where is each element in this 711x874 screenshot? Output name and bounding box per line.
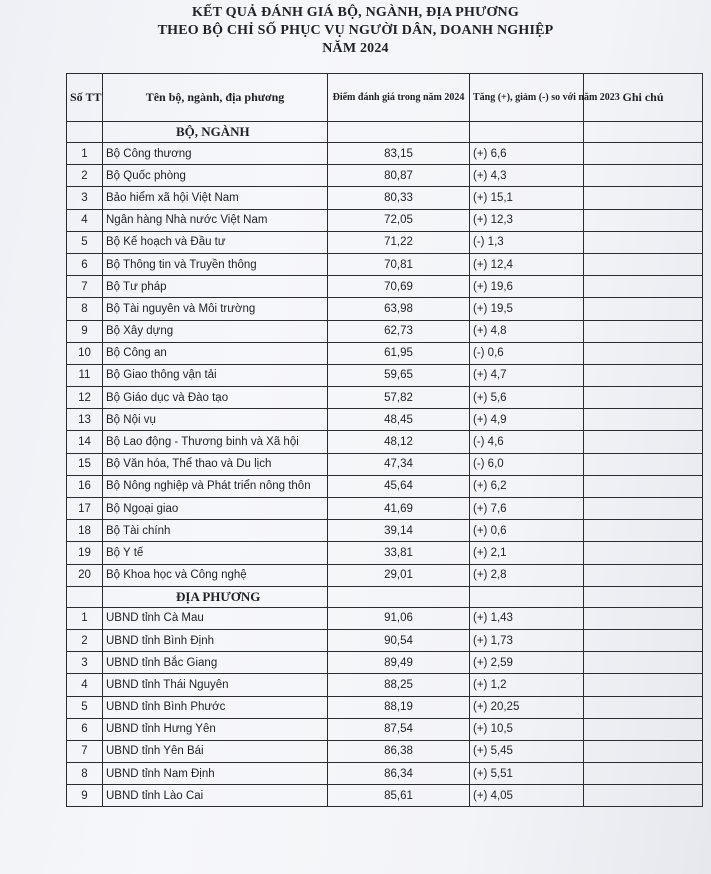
row-stt: 11 <box>67 364 103 386</box>
row-note <box>584 652 703 674</box>
table-row <box>67 785 703 807</box>
row-change: (+) 4,05 <box>470 785 584 807</box>
header-note: Ghi chú <box>584 74 703 122</box>
header-score: Điểm đánh giá trong năm 2024 <box>328 74 470 122</box>
row-stt: 7 <box>67 276 103 298</box>
row-name: UBND tỉnh Nam Định <box>103 763 328 785</box>
table-header-row <box>67 74 703 122</box>
row-score: 70,69 <box>328 276 470 298</box>
row-note <box>584 498 703 520</box>
row-change: (+) 15,1 <box>470 187 584 209</box>
table-row <box>67 740 703 762</box>
row-change: (-) 4,6 <box>470 431 584 453</box>
row-stt: 14 <box>67 431 103 453</box>
row-change: (+) 6,2 <box>470 475 584 497</box>
row-note <box>584 629 703 651</box>
row-stt: 6 <box>67 718 103 740</box>
row-stt: 16 <box>67 475 103 497</box>
table-row <box>67 387 703 409</box>
row-change: (+) 12,4 <box>470 253 584 275</box>
row-name: Bộ Công an <box>103 342 328 364</box>
row-score: 83,15 <box>328 143 470 165</box>
table-row <box>67 520 703 542</box>
row-stt: 10 <box>67 342 103 364</box>
row-score: 71,22 <box>328 231 470 253</box>
row-name: Bộ Tài nguyên và Môi trường <box>103 298 328 320</box>
row-score: 91,06 <box>328 607 470 629</box>
row-change: (+) 19,5 <box>470 298 584 320</box>
title-line-2: THEO BỘ CHỈ SỐ PHỤC VỤ NGƯỜI DÂN, DOANH NGHIỆP <box>157 23 554 38</box>
row-stt: 4 <box>67 674 103 696</box>
row-note <box>584 253 703 275</box>
row-score: 47,34 <box>328 453 470 475</box>
row-note <box>584 718 703 740</box>
row-note <box>584 143 703 165</box>
row-score: 62,73 <box>328 320 470 342</box>
row-name: Bảo hiểm xã hội Việt Nam <box>103 187 328 209</box>
row-score: 72,05 <box>328 209 470 231</box>
row-stt: 6 <box>67 253 103 275</box>
table-row <box>67 453 703 475</box>
row-note <box>584 740 703 762</box>
table-row <box>67 607 703 629</box>
row-note <box>584 520 703 542</box>
section-ministries-label: BỘ, NGÀNH <box>103 122 328 143</box>
row-name: Ngân hàng Nhà nước Việt Nam <box>103 209 328 231</box>
row-score: 39,14 <box>328 520 470 542</box>
row-change: (+) 20,25 <box>470 696 584 718</box>
row-note <box>584 696 703 718</box>
row-change: (+) 1,43 <box>470 607 584 629</box>
row-name: Bộ Nông nghiệp và Phát triển nông thôn <box>103 475 328 497</box>
row-stt: 13 <box>67 409 103 431</box>
results-table <box>66 73 703 807</box>
row-score: 41,69 <box>328 498 470 520</box>
row-name: Bộ Tài chính <box>103 520 328 542</box>
section-localities <box>67 586 703 607</box>
row-stt: 1 <box>67 607 103 629</box>
row-score: 86,38 <box>328 740 470 762</box>
row-note <box>584 364 703 386</box>
row-change: (+) 2,8 <box>470 564 584 586</box>
row-stt: 8 <box>67 298 103 320</box>
table-row <box>67 276 703 298</box>
row-name: Bộ Xây dựng <box>103 320 328 342</box>
row-change: (-) 0,6 <box>470 342 584 364</box>
row-stt: 8 <box>67 763 103 785</box>
row-stt: 19 <box>67 542 103 564</box>
row-change: (+) 4,3 <box>470 165 584 187</box>
row-change: (+) 6,6 <box>470 143 584 165</box>
row-score: 80,33 <box>328 187 470 209</box>
header-name: Tên bộ, ngành, địa phương <box>103 74 328 122</box>
row-name: UBND tỉnh Cà Mau <box>103 607 328 629</box>
row-name: Bộ Ngoại giao <box>103 498 328 520</box>
row-name: Bộ Khoa học và Công nghệ <box>103 564 328 586</box>
row-score: 45,64 <box>328 475 470 497</box>
table-row <box>67 696 703 718</box>
row-change: (+) 1,73 <box>470 629 584 651</box>
row-stt: 3 <box>67 652 103 674</box>
row-note <box>584 276 703 298</box>
row-note <box>584 187 703 209</box>
row-note <box>584 453 703 475</box>
section-ministries <box>67 122 703 143</box>
row-note <box>584 298 703 320</box>
row-name: Bộ Kế hoạch và Đầu tư <box>103 231 328 253</box>
table-row <box>67 763 703 785</box>
document-title <box>0 4 711 58</box>
row-note <box>584 763 703 785</box>
row-score: 86,34 <box>328 763 470 785</box>
row-name: Bộ Tư pháp <box>103 276 328 298</box>
row-name: Bộ Thông tin và Truyền thông <box>103 253 328 275</box>
table-row <box>67 498 703 520</box>
row-change: (+) 12,3 <box>470 209 584 231</box>
row-stt: 1 <box>67 143 103 165</box>
title-line-1: KẾT QUẢ ĐÁNH GIÁ BỘ, NGÀNH, ĐỊA PHƯƠNG <box>192 5 519 20</box>
row-score: 85,61 <box>328 785 470 807</box>
row-stt: 17 <box>67 498 103 520</box>
table-row <box>67 674 703 696</box>
row-name: UBND tỉnh Bắc Giang <box>103 652 328 674</box>
row-note <box>584 475 703 497</box>
row-note <box>584 165 703 187</box>
row-note <box>584 607 703 629</box>
row-note <box>584 542 703 564</box>
row-change: (+) 5,51 <box>470 763 584 785</box>
row-name: UBND tỉnh Bình Định <box>103 629 328 651</box>
row-score: 29,01 <box>328 564 470 586</box>
row-change: (+) 0,6 <box>470 520 584 542</box>
row-stt: 15 <box>67 453 103 475</box>
row-name: Bộ Quốc phòng <box>103 165 328 187</box>
row-score: 89,49 <box>328 652 470 674</box>
row-name: UBND tỉnh Lào Cai <box>103 785 328 807</box>
row-name: Bộ Nội vụ <box>103 409 328 431</box>
table-row <box>67 718 703 740</box>
table-row <box>67 253 703 275</box>
row-score: 48,45 <box>328 409 470 431</box>
row-note <box>584 387 703 409</box>
row-note <box>584 785 703 807</box>
header-change: Tăng (+), giảm (-) so với năm 2023 <box>470 74 584 122</box>
row-score: 59,65 <box>328 364 470 386</box>
header-stt: Số TT <box>67 74 103 122</box>
row-note <box>584 431 703 453</box>
table-row <box>67 364 703 386</box>
row-score: 48,12 <box>328 431 470 453</box>
row-note <box>584 342 703 364</box>
row-change: (+) 4,9 <box>470 409 584 431</box>
row-name: Bộ Giáo dục và Đào tạo <box>103 387 328 409</box>
table-row <box>67 564 703 586</box>
row-score: 88,19 <box>328 696 470 718</box>
row-change: (+) 2,59 <box>470 652 584 674</box>
row-stt: 20 <box>67 564 103 586</box>
row-stt: 9 <box>67 320 103 342</box>
row-stt: 4 <box>67 209 103 231</box>
row-name: Bộ Lao động - Thương binh và Xã hội <box>103 431 328 453</box>
row-note <box>584 231 703 253</box>
table-row <box>67 165 703 187</box>
row-score: 33,81 <box>328 542 470 564</box>
table-row <box>67 143 703 165</box>
row-change: (+) 1,2 <box>470 674 584 696</box>
row-stt: 7 <box>67 740 103 762</box>
row-name: Bộ Công thương <box>103 143 328 165</box>
table-row <box>67 209 703 231</box>
title-line-3: NĂM 2024 <box>322 41 389 56</box>
table-row <box>67 342 703 364</box>
row-name: Bộ Văn hóa, Thể thao và Du lịch <box>103 453 328 475</box>
table-row <box>67 231 703 253</box>
row-name: UBND tỉnh Yên Bái <box>103 740 328 762</box>
table-row <box>67 409 703 431</box>
row-stt: 3 <box>67 187 103 209</box>
row-score: 90,54 <box>328 629 470 651</box>
row-stt: 9 <box>67 785 103 807</box>
row-note <box>584 674 703 696</box>
row-stt: 5 <box>67 696 103 718</box>
row-change: (+) 4,7 <box>470 364 584 386</box>
row-stt: 2 <box>67 165 103 187</box>
row-change: (-) 6,0 <box>470 453 584 475</box>
row-note <box>584 320 703 342</box>
row-name: Bộ Giao thông vận tải <box>103 364 328 386</box>
row-stt: 5 <box>67 231 103 253</box>
row-change: (+) 2,1 <box>470 542 584 564</box>
row-stt: 18 <box>67 520 103 542</box>
row-name: UBND tỉnh Hưng Yên <box>103 718 328 740</box>
table-row <box>67 320 703 342</box>
row-score: 57,82 <box>328 387 470 409</box>
row-name: Bộ Y tế <box>103 542 328 564</box>
row-name: UBND tỉnh Thái Nguyên <box>103 674 328 696</box>
row-change: (+) 5,45 <box>470 740 584 762</box>
table-row <box>67 542 703 564</box>
table-row <box>67 652 703 674</box>
row-change: (+) 5,6 <box>470 387 584 409</box>
section-localities-label: ĐỊA PHƯƠNG <box>103 586 328 607</box>
row-stt: 12 <box>67 387 103 409</box>
row-change: (+) 10,5 <box>470 718 584 740</box>
row-score: 88,25 <box>328 674 470 696</box>
row-note <box>584 409 703 431</box>
row-name: UBND tỉnh Bình Phước <box>103 696 328 718</box>
row-score: 63,98 <box>328 298 470 320</box>
table-row <box>67 475 703 497</box>
row-note <box>584 564 703 586</box>
table-row <box>67 187 703 209</box>
row-change: (-) 1,3 <box>470 231 584 253</box>
table-row <box>67 298 703 320</box>
row-score: 87,54 <box>328 718 470 740</box>
row-change: (+) 4,8 <box>470 320 584 342</box>
row-score: 70,81 <box>328 253 470 275</box>
row-stt: 2 <box>67 629 103 651</box>
table-row <box>67 431 703 453</box>
row-note <box>584 209 703 231</box>
row-score: 80,87 <box>328 165 470 187</box>
row-score: 61,95 <box>328 342 470 364</box>
table-row <box>67 629 703 651</box>
row-change: (+) 7,6 <box>470 498 584 520</box>
row-change: (+) 19,6 <box>470 276 584 298</box>
